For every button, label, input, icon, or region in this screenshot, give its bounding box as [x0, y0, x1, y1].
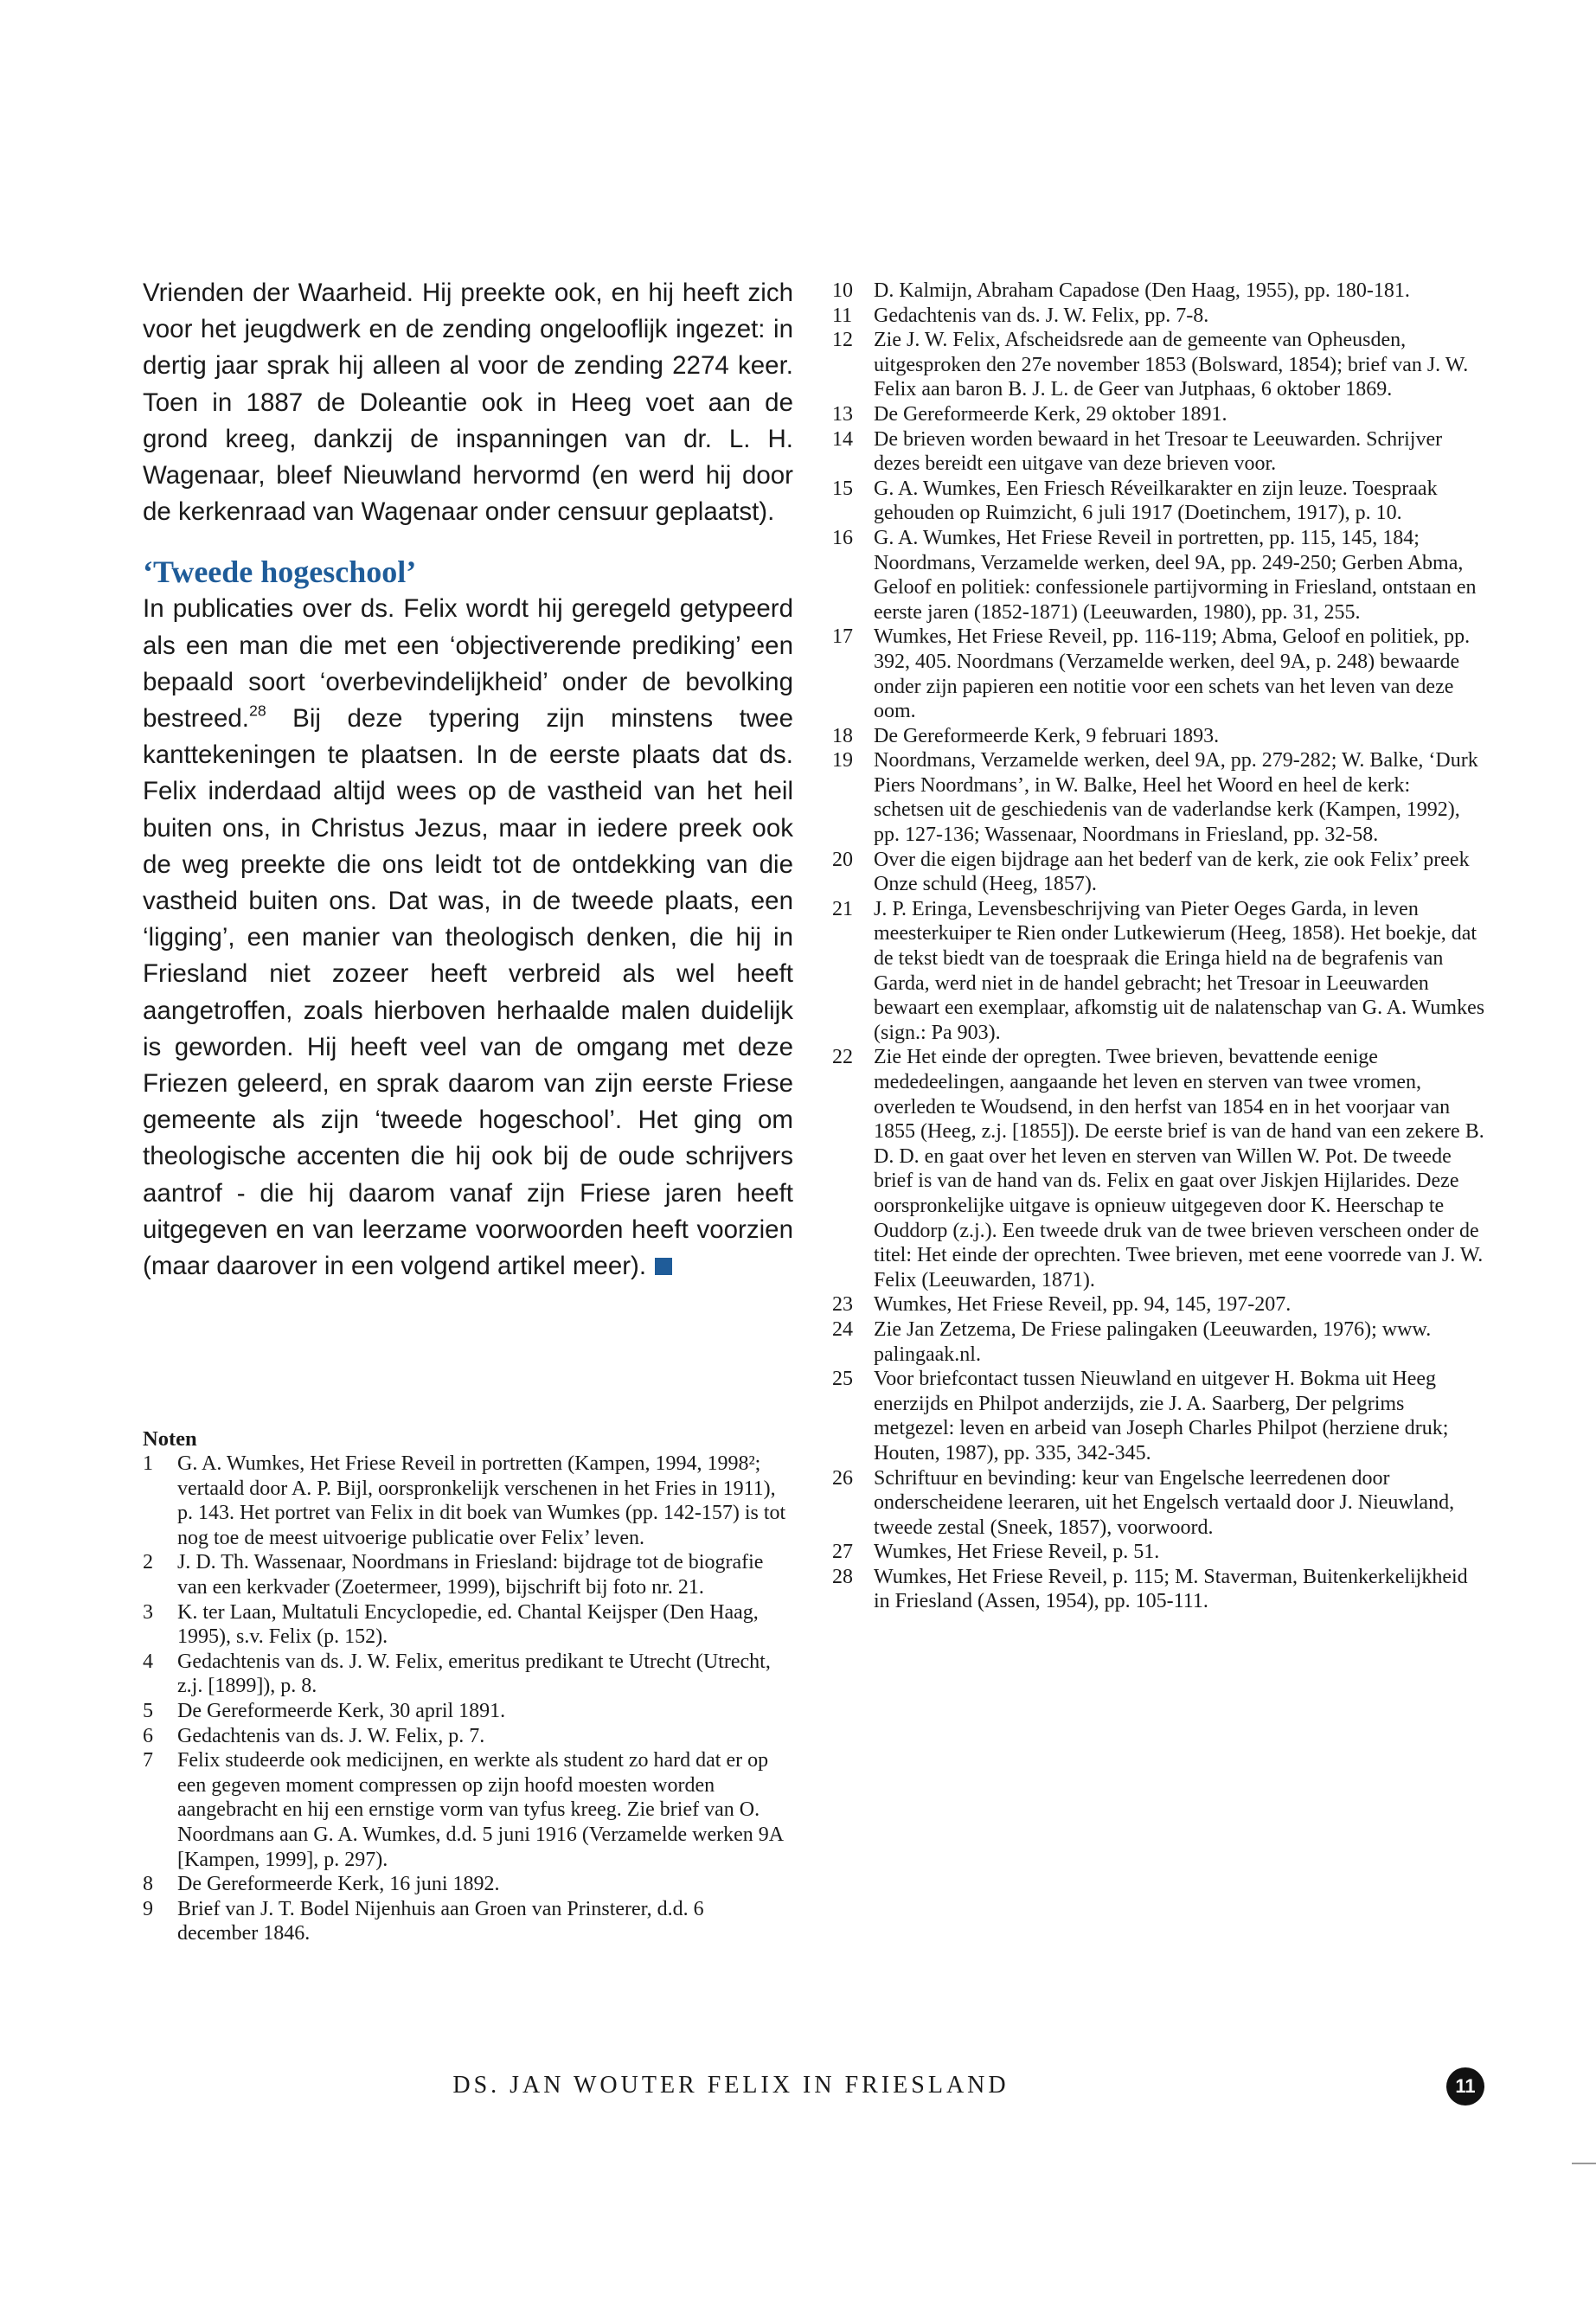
footnote-number: 21 [832, 897, 853, 920]
footnote-text: J. P. Eringa, Levensbeschrijving van Pieter Oeges Garda, in leven meesterkuiper te Rien onder Lutkewierum (Heeg, 1858). Het boekje, dat de tekst biedt van de toespraak die Eringa hield na de begrafenis van Garda, werd niet in de handel gebracht; het Tresoar in Leeuwarden bewaart een exemplaar, afkomstig uit de nalatenschap van G. A. Wumkes (sign.: Pa 903). [874, 897, 1485, 1044]
footnote-item [832, 477, 1485, 526]
footnote-number: 15 [832, 477, 853, 500]
footnote-text: De Gereformeerde Kerk, 30 april 1891. [177, 1699, 506, 1722]
footnote-item [143, 1897, 787, 1946]
footnote-item [832, 427, 1485, 477]
footnote-number: 4 [143, 1650, 153, 1673]
footnote-text: G. A. Wumkes, Een Friesch Réveilkarakter en zijn leuze. Toespraak gehouden op Ruimzicht, 6 juli 1917 (Doetinchem, 1917), p. 10. [874, 477, 1438, 525]
footnote-item [832, 1466, 1485, 1541]
footnote-number: 8 [143, 1873, 153, 1896]
footnote-number: 16 [832, 526, 853, 549]
footnote-item [832, 304, 1485, 329]
footnote-number: 7 [143, 1749, 153, 1772]
footnote-number: 12 [832, 329, 853, 352]
footnote-item [143, 1748, 787, 1872]
footnote-number: 3 [143, 1600, 153, 1624]
footnote-item [143, 1699, 787, 1724]
footnote-number: 17 [832, 625, 853, 649]
footnote-number: 22 [832, 1046, 853, 1069]
paragraph-2-part-b: Bij deze typering zijn minstens twee kanttekeningen te plaatsen. In de eerste plaats dat ds. Felix inderdaad altijd wees op de vastheid van het heil buiten ons, in Christus Jezus, maar in iedere preek ook de weg preekte die ons leidt tot de ontdekking van die vastheid buiten ons. Dat was, in de tweede plaats, een ‘ligging’, een manier van theologisch denken, die hij in Friesland niet zozeer heeft verbreid als wel heeft aangetroffen, zoals hierboven herhaalde malen duidelijk is geworden. Hij heeft veel van de omgang met deze Friezen geleerd, en sprak daarom van zijn eerste Friese gemeente als zijn ‘tweede hogeschool’. Het ging om theologische accenten die hij ook bij de oude schrijvers aantrof - die hij daarom vanaf zijn Friese jaren heeft uitgegeven en van leerzame voorwoorden heeft voorzien (maar daarover in een volgend artikel meer). [143, 704, 793, 1281]
footnote-number: 23 [832, 1293, 853, 1317]
body-paragraph-2 [143, 591, 793, 1285]
footnote-number: 27 [832, 1541, 853, 1564]
footnote-text: Zie Het einde der opregten. Twee brieven, bevattende eenige mededeelingen, aangaande het leven en sterven van twee vromen, overleden te Woudsend, in den herfst van 1854 en in het voorjaar van 1855 (Heeg, z.j. [1855]). De eerste brief is van de hand van een zekere B. D. D. en gaat over het leven en sterven van Willen W. Pot. De tweede brief is van de hand van ds. Felix en gaat over Jiskjen Hijlarides. Deze oorspronkelijke uitgave is opnieuw uitgegeven door K. Heerschap te Ouddorp (z.j.). Een tweede druk van de twee brieven verscheen onder de titel: Het einde der oprechten. Twee brieven, met eene voorrede van J. W. Felix (Leeuwarden, 1871). [874, 1046, 1484, 1292]
footnote-text: Voor briefcontact tussen Nieuwland en uitgever H. Bokma uit Heeg enerzijds en Philpot anderzijds, zie J. A. Saarberg, Der pelgrims metgezel: leven en arbeid van Joseph Charles Philpot (herziene druk; Houten, 1987), pp. 335, 342-345. [874, 1368, 1449, 1465]
footnote-text: K. ter Laan, Multatuli Encyclopedie, ed. Chantal Keijsper (Den Haag, 1995), s.v. Felix (p. 152). [177, 1600, 759, 1649]
footnote-text: D. Kalmijn, Abraham Capadose (Den Haag, 1955), pp. 180-181. [874, 279, 1410, 302]
footnote-item [832, 897, 1485, 1046]
footnote-item [832, 848, 1485, 897]
footnote-number: 24 [832, 1317, 853, 1341]
footnote-text: Wumkes, Het Friese Reveil, pp. 94, 145, 197-207. [874, 1293, 1292, 1317]
footnote-item [832, 526, 1485, 625]
footnote-text: Over die eigen bijdrage aan het bederf van de kerk, zie ook Felix’ preek Onze schuld (Heeg, 1857). [874, 848, 1470, 896]
footnote-item [832, 1292, 1485, 1317]
footnote-number: 25 [832, 1368, 853, 1391]
footnote-text: J. D. Th. Wassenaar, Noordmans in Friesland: bijdrage tot de biografie van een kerkvader (Zoetermeer, 1999), bijschrift bij foto nr. 21. [177, 1551, 764, 1599]
footnote-item [832, 328, 1485, 402]
running-footer-title: DS. JAN WOUTER FELIX IN FRIESLAND [452, 2072, 1010, 2099]
paragraph-2-part-a: In publicaties over ds. Felix wordt hij geregeld getypeerd als een man die met een ‘objectiverende prediking’ een bepaald soort ‘overbevindelijkheid’ onder de bevolking bestreed. [143, 594, 793, 734]
footnote-text: De Gereformeerde Kerk, 16 juni 1892. [177, 1873, 500, 1896]
body-paragraph-1: Vrienden der Waarheid. Hij preekte ook, en hij heeft zich voor het jeugdwerk en de zending ongelooflijk ingezet: in dertig jaar sprak hij alleen al voor de zending 2274 keer. Toen in 1887 de Doleantie ook in Heeg voet aan de grond kreeg, dankzij de inspanningen van dr. L. H. Wagenaar, bleef Nieuwland hervormd (en werd hij door de kerkenraad van Wagenaar onder censuur geplaatst). [143, 279, 793, 527]
footnote-ref-28[interactable]: 28 [249, 702, 266, 720]
footnote-number: 14 [832, 427, 853, 451]
footnote-item [143, 1650, 787, 1699]
footnote-number: 1 [143, 1452, 153, 1475]
footnote-item [832, 1317, 1485, 1367]
footnote-number: 10 [832, 279, 853, 302]
footnote-text: De Gereformeerde Kerk, 29 oktober 1891. [874, 402, 1227, 426]
footnote-text: Zie J. W. Felix, Afscheidsrede aan de gemeente van Opheusden, uitgesproken den 27e november 1853 (Bolsward, 1854); brief van J. W. Felix aan baron B. J. L. de Geer van Jutphaas, 6 oktober 1869. [874, 329, 1469, 401]
footnote-item [832, 402, 1485, 427]
crop-mark [1572, 2163, 1596, 2164]
notes-list-left [143, 1452, 787, 1946]
end-of-article-square-icon [655, 1258, 672, 1275]
footnote-item [143, 1550, 787, 1599]
footnote-item [832, 1367, 1485, 1465]
footnote-number: 18 [832, 724, 853, 747]
footnote-text: Gedachtenis van ds. J. W. Felix, p. 7. [177, 1724, 485, 1747]
footnote-number: 26 [832, 1466, 853, 1490]
footnote-item [832, 279, 1485, 304]
footnote-text: De Gereformeerde Kerk, 9 februari 1893. [874, 724, 1220, 747]
notes-left-column [143, 1427, 787, 1946]
footnote-text: Wumkes, Het Friese Reveil, pp. 116-119; Abma, Geloof en politiek, pp. 392, 405. Noordmans (Verzamelde werken, deel 9A, p. 248) bewaarde onder zijn papieren een notitie voor een schets van het leven van deze oom. [874, 625, 1471, 723]
footnote-text: Gedachtenis van ds. J. W. Felix, pp. 7-8. [874, 304, 1209, 327]
footnote-item [832, 1565, 1485, 1614]
footnote-text: Brief van J. T. Bodel Nijenhuis aan Groen van Prinsterer, d.d. 6 december 1846. [177, 1897, 704, 1945]
footnote-item [832, 625, 1485, 723]
notes-heading: Noten [143, 1427, 197, 1451]
footnote-item [832, 748, 1485, 847]
footnote-number: 13 [832, 402, 853, 426]
footnote-number: 2 [143, 1551, 153, 1574]
footnote-number: 28 [832, 1565, 853, 1588]
page-number-badge: 11 [1446, 2067, 1484, 2106]
footnote-item [143, 1452, 787, 1550]
footnote-text: G. A. Wumkes, Het Friese Reveil in portretten, pp. 115, 145, 184; Noordmans, Verzamelde werken, deel 9A, pp. 249-250; Gerben Abma, Geloof en politiek: confessionele partijvorming in Friesland, ontstaan en eerste jaren (1852-1871) (Leeuwarden, 1980), pp. 31, 255. [874, 526, 1477, 624]
footnote-number: 20 [832, 848, 853, 871]
footnote-number: 9 [143, 1897, 153, 1920]
footnote-text: Wumkes, Het Friese Reveil, p. 51. [874, 1541, 1160, 1564]
footnote-text: Schriftuur en bevinding: keur van Engelsche leerredenen door onderscheidene leeraren, uit het Engelsch vertaald door J. Nieuwland, tweede zestal (Sneek, 1857), voorwoord. [874, 1466, 1455, 1539]
footnote-number: 19 [832, 749, 853, 772]
footnote-text: Wumkes, Het Friese Reveil, p. 115; M. Staverman, Buitenkerkelijkheid in Friesland (Assen, 1954), pp. 105-111. [874, 1565, 1468, 1613]
footnote-text: Felix studeerde ook medicijnen, en werkte als student zo hard dat er op een gegeven moment compressen op zijn hoofd moesten worden aangebracht en hij een ernstige vorm van tyfus kreeg. Zie brief van O. Noordmans aan G. A. Wumkes, d.d. 5 juni 1916 (Verzamelde werken 9A [Kampen, 1999], p. 297). [177, 1749, 783, 1871]
footnote-item [143, 1600, 787, 1650]
footnote-item [832, 1540, 1485, 1565]
footnote-number: 6 [143, 1724, 153, 1747]
footnote-text: Zie Jan Zetzema, De Friese palingaken (Leeuwarden, 1976); www. palingaak.nl. [874, 1317, 1432, 1366]
notes-right-column [832, 279, 1485, 1614]
footnote-text: Noordmans, Verzamelde werken, deel 9A, pp. 279-282; W. Balke, ‘Durk Piers Noordmans’, in W. Balke, Heel het Woord en heel de kerk: schetsen uit de geschiedenis van de vaderlandse kerk (Kampen, 1992), pp. 127-136; Wassenaar, Noordmans in Friesland, pp. 32-58. [874, 749, 1478, 847]
footnote-item [143, 1872, 787, 1897]
footnote-text: G. A. Wumkes, Het Friese Reveil in portretten (Kampen, 1994, 1998²; vertaald door A. P. Bijl, oorspronkelijk verschenen in het Fries in 1911), p. 143. Het portret van Felix in dit boek van Wumkes (pp. 142-157) is tot nog toe de meest uitvoerige publicatie over Felix’ leven. [177, 1452, 786, 1549]
footnote-text: De brieven worden bewaard in het Tresoar te Leeuwarden. Schrijver dezes bereidt een uitgave van deze brieven voor. [874, 427, 1443, 476]
main-column [143, 275, 793, 1285]
footnote-item [832, 1045, 1485, 1292]
footnote-number: 11 [832, 304, 853, 327]
footnote-number: 5 [143, 1699, 153, 1722]
notes-list-right [832, 279, 1485, 1614]
section-heading: ‘Tweede hogeschool’ [143, 554, 417, 590]
footnote-item [832, 724, 1485, 749]
footnote-item [143, 1724, 787, 1749]
footnote-text: Gedachtenis van ds. J. W. Felix, emeritus predikant te Utrecht (Utrecht, z.j. [1899]), p. 8. [177, 1650, 771, 1698]
